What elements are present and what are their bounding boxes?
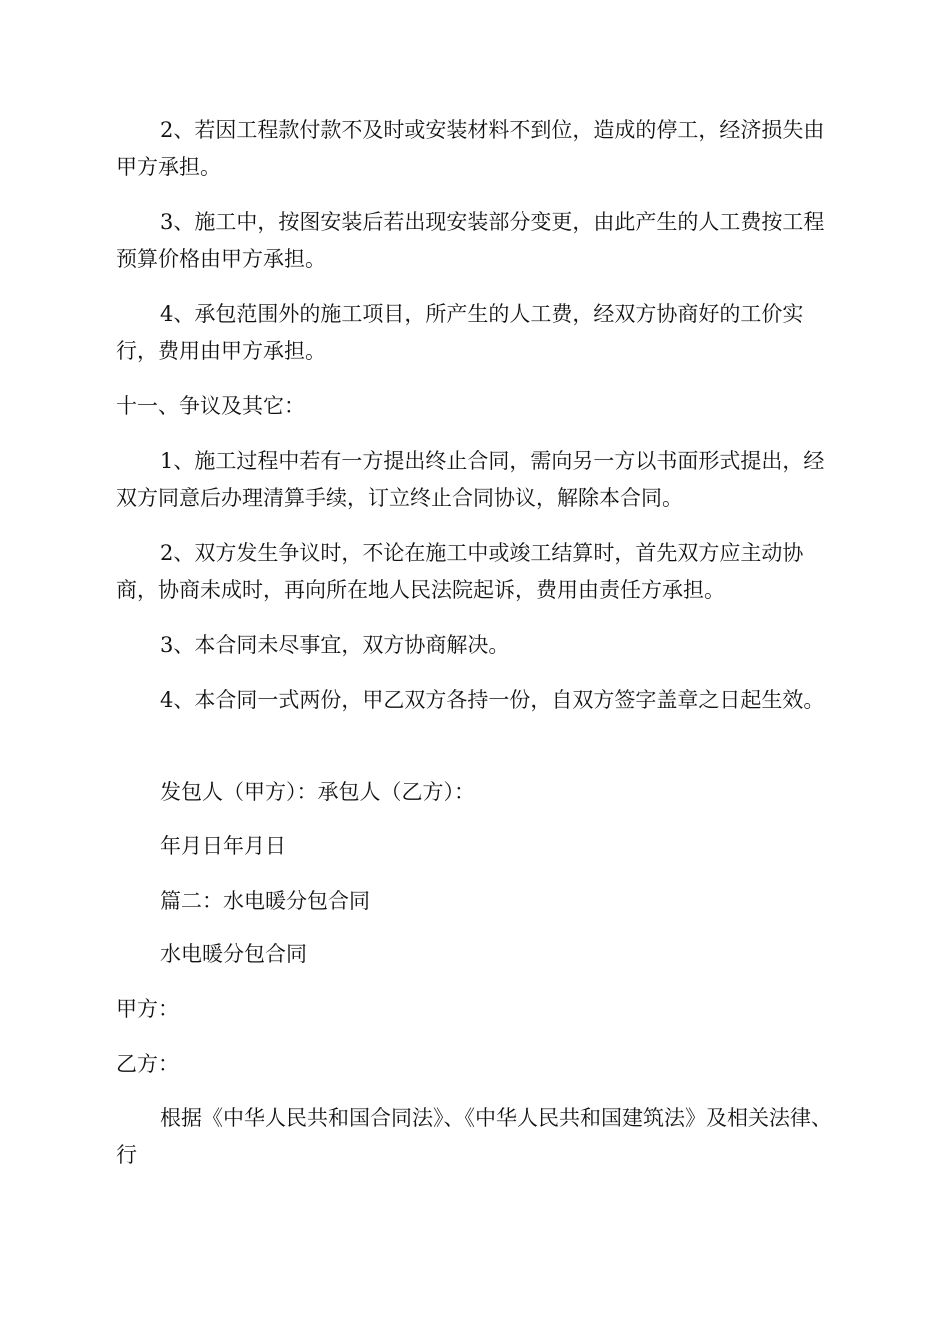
- dispute-clause-4: 4、本合同一式两份，甲乙双方各持一份，自双方签字盖章之日起生效。: [160, 688, 825, 712]
- clause-4-extra-work: 4、承包范围外的施工项目，所产生的人工费，经双方协商好的工价实行，费用由甲方承担。: [116, 302, 804, 363]
- dispute-clause-2: 2、双方发生争议时，不论在施工中或竣工结算时，首先双方应主动协商，协商未成时，再向所在地人民法院起诉，费用由责任方承担。: [116, 541, 804, 602]
- section-heading-disputes: 十一、争议及其它：: [116, 394, 305, 418]
- clause-2-delay-loss: 2、若因工程款付款不及时或安装材料不到位，造成的停工，经济损失由甲方承担。: [116, 118, 825, 179]
- dispute-clause-1: 1、施工过程中若有一方提出终止合同，需向另一方以书面形式提出，经双方同意后办理清算手续，订立终止合同协议，解除本合同。: [116, 449, 825, 510]
- signature-parties-line: 发包人（甲方）：承包人（乙方）：: [160, 780, 475, 804]
- clause-3-change-cost: 3、施工中，按图安装后若出现安装部分变更，由此产生的人工费按工程预算价格由甲方承担。: [116, 210, 825, 271]
- party-b-label: 乙方：: [116, 1052, 179, 1076]
- legal-basis-paragraph: 根据《中华人民共和国合同法》、《中华人民共和国建筑法》及相关法律、行: [116, 1106, 832, 1167]
- party-a-label: 甲方：: [116, 997, 179, 1021]
- signature-date-line: 年月日年月日: [160, 834, 286, 858]
- part-two-heading: 篇二：水电暖分包合同: [160, 889, 370, 913]
- contract-title: 水电暖分包合同: [160, 942, 307, 966]
- dispute-clause-3: 3、本合同未尽事宜，双方协商解决。: [160, 633, 510, 657]
